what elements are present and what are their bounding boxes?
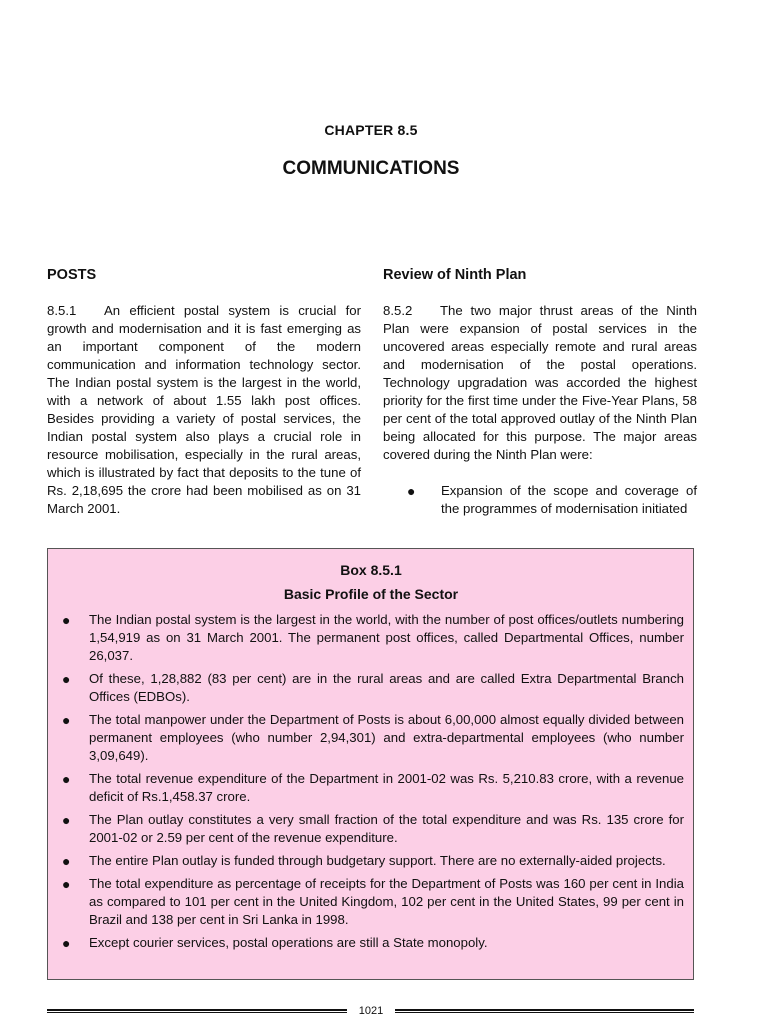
- ninth-plan-heading: Review of Ninth Plan: [383, 267, 527, 283]
- bullet-icon: ●: [62, 771, 71, 787]
- list-item-text: The Indian postal system is the largest in the world, with the number of post offices/outlets numbering 1,54,919 as on 31 March 2001. The permanent post offices, called Departmental Offices, number 26,037.: [89, 612, 684, 663]
- paragraph-number: 8.5.1: [47, 303, 77, 318]
- bullet-icon: ●: [62, 935, 71, 951]
- box-title: Basic Profile of the Sector: [283, 586, 459, 602]
- list-item: [58, 852, 684, 870]
- footer-rule-right: [395, 1009, 694, 1013]
- bullet-icon: ●: [62, 612, 71, 628]
- footer-rule-left: [47, 1009, 347, 1013]
- list-item: [58, 670, 684, 706]
- list-item-text: The total expenditure as percentage of receipts for the Department of Posts was 160 per cent in India as compared to 101 per cent in the United Kingdom, 102 per cent in the United States, 99 per cent in Brazil and 138 per cent in Sri Lanka in 1998.: [89, 876, 684, 927]
- box-basic-profile: [47, 548, 694, 980]
- list-item: [58, 934, 684, 952]
- page-footer: [47, 1004, 694, 1018]
- bullet-icon: ●: [407, 483, 416, 499]
- list-item-text: The entire Plan outlay is funded through budgetary support. There are no externally-aided projects.: [89, 853, 666, 868]
- list-item-text: Except courier services, postal operations are still a State monopoly.: [89, 935, 488, 950]
- ninth-plan-bullet-list: [383, 482, 697, 518]
- chapter-title: COMMUNICATIONS: [282, 158, 460, 179]
- box-number: Box 8.5.1: [340, 562, 402, 578]
- bullet-icon: ●: [62, 812, 71, 828]
- list-item-text: Expansion of the scope and coverage of the programmes of modernisation initiated: [441, 483, 697, 516]
- list-item: [58, 770, 684, 806]
- list-item: [383, 482, 697, 518]
- box-bullet-list: [58, 611, 684, 952]
- list-item: [58, 711, 684, 765]
- posts-section: [47, 266, 361, 518]
- posts-heading: POSTS: [47, 267, 97, 283]
- bullet-icon: ●: [62, 712, 71, 728]
- page-number: 1021: [358, 1005, 384, 1017]
- bullet-icon: ●: [62, 671, 71, 687]
- list-item-text: Of these, 1,28,882 (83 per cent) are in the rural areas and are called Extra Departmental Branch Offices (EDBOs).: [89, 671, 684, 704]
- list-item: [58, 811, 684, 847]
- paragraph-8-5-2: [383, 302, 697, 464]
- paragraph-8-5-1: [47, 302, 361, 518]
- chapter-label: CHAPTER 8.5: [324, 122, 418, 138]
- list-item: [58, 611, 684, 665]
- paragraph-number: 8.5.2: [383, 303, 413, 318]
- list-item: [58, 875, 684, 929]
- paragraph-text: The two major thrust areas of the Ninth Plan were expansion of postal services in the uncovered areas especially remote and rural areas and modernisation of the postal operations. Technology upgradation was accorded the highest priority for the first time under the Five-Year Plans, 58 per cent of the total approved outlay of the Ninth Plan being allocated for this purpose. The major areas covered during the Ninth Plan were:: [383, 303, 697, 462]
- paragraph-text: An efficient postal system is crucial for growth and modernisation and it is fast emerging as an important component of the modern communication and information technology sector. The Indian postal system is the largest in the world, with a network of about 1.55 lakh post offices. Besides providing a variety of postal services, the Indian postal system also plays a crucial role in resource mobilisation, especially in the rural areas, which is illustrated by fact that deposits to the tune of Rs. 2,18,695 the crore had been mobilised as on 31 March 2001.: [47, 303, 361, 516]
- bullet-icon: ●: [62, 853, 71, 869]
- list-item-text: The total revenue expenditure of the Department in 2001-02 was Rs. 5,210.83 crore, with a revenue deficit of Rs.1,458.37 crore.: [89, 771, 684, 804]
- ninth-plan-review-section: [383, 266, 697, 518]
- bullet-icon: ●: [62, 876, 71, 892]
- list-item-text: The total manpower under the Department of Posts is about 6,00,000 almost equally divided between permanent employees (who number 2,94,301) and extra-departmental employees (who number 3,09,649).: [89, 712, 684, 763]
- list-item-text: The Plan outlay constitutes a very small fraction of the total expenditure and was Rs. 135 crore for 2001-02 or 2.59 per cent of the revenue expenditure.: [89, 812, 684, 845]
